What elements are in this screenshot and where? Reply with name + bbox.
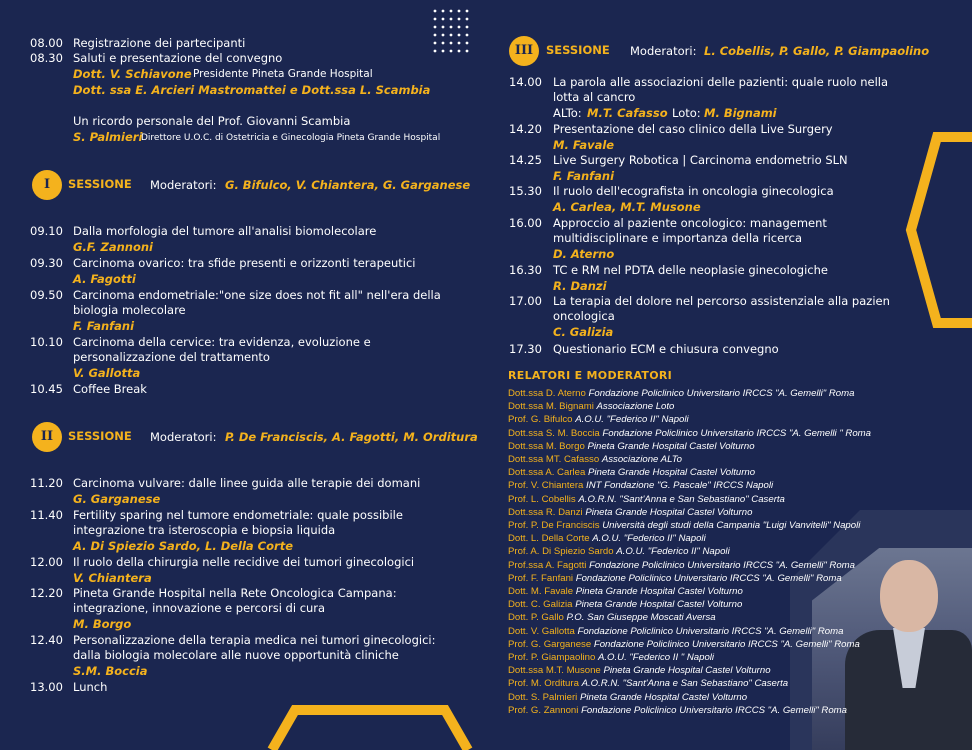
relatore-name: Prof. G. Zannoni (508, 704, 582, 716)
relatore-row (508, 572, 842, 585)
relatore-name: Dott. C. Galizia (508, 599, 576, 611)
item-title: dalla biologia molecolare alle nuove opportunità cliniche (73, 648, 399, 662)
item-time: 15.30 (509, 184, 542, 198)
relatore-name: Dott.ssa A. Carlea (508, 467, 588, 479)
moderators-names: L. Cobellis, P. Gallo, P. Giampaolino (704, 44, 930, 58)
relatore-row (508, 545, 730, 558)
relatore-name: Dott.ssa D. Aterno (508, 388, 589, 399)
relatore-affiliation: Fondazione Policlinico Universitario IRCCS "A. Gemelli" Roma (589, 559, 855, 571)
relatore-name: Dott.ssa M. Bignami (508, 401, 597, 413)
relatore-row (508, 453, 682, 466)
relatore-row (508, 585, 743, 598)
session-label: SESSIONE (546, 43, 610, 57)
relatore-affiliation: A.O.R.N. "Sant'Anna e San Sebastiano" Caserta (581, 678, 789, 690)
relatore-name: Prof. P. De Franciscis (508, 520, 603, 531)
relatore-name: Prof. A. Di Spiezio Sardo (508, 546, 617, 558)
relatore-name: Prof. G. Bifulco (508, 414, 576, 426)
relatore-affiliation: Pineta Grande Hospital Castel Volturno (585, 506, 753, 518)
item-time: 10.10 (30, 335, 63, 349)
relatore-name: Dott. S. Palmieri (508, 691, 580, 703)
item-title: multidisciplinare e importanza della ricerca (553, 231, 803, 245)
relatore-name: Dott.ssa MT. Cafasso (508, 454, 602, 465)
item-time: 14.00 (509, 75, 542, 89)
relatore-row (508, 638, 860, 651)
relatore-row (508, 506, 752, 519)
relatore-name: Prof. V. Chiantera (508, 480, 587, 492)
item-time: 13.00 (30, 680, 63, 694)
item-speaker: A. Carlea, M.T. Musone (553, 200, 701, 214)
relatore-affiliation: Fondazione Policlinico Universitario IRCCS "A. Gemelli" Roma (588, 388, 855, 399)
item-time: 12.20 (30, 586, 63, 600)
relatore-affiliation: Associazione Loto (596, 401, 675, 413)
item-title: Il ruolo dell'ecografista in oncologia ginecologica (553, 184, 834, 198)
relatore-affiliation: Fondazione Policlinico Universitario IRCCS "A. Gemelli" Roma (575, 572, 842, 584)
relatore-row (508, 598, 742, 611)
speaker-role: Presidente Pineta Grande Hospital (193, 68, 373, 80)
relatore-name: Dott.ssa M. Borgo (508, 440, 588, 452)
item-title: Carcinoma della cervice: tra evidenza, evoluzione e (73, 335, 371, 349)
item-time: 16.00 (509, 216, 542, 230)
session-number-badge: I (32, 170, 62, 200)
item-speaker: A. Di Spiezio Sardo, L. Della Corte (73, 539, 293, 553)
item-title: personalizzazione del trattamento (73, 350, 270, 364)
session-number-badge: III (509, 36, 539, 66)
relatore-affiliation: Università degli studi della Campania "Luigi Vanvitelli" Napoli (602, 520, 861, 531)
relatore-affiliation: Pineta Grande Hospital Castel Volturno (603, 665, 771, 677)
moderators-names: G. Bifulco, V. Chiantera, G. Garganese (225, 178, 471, 192)
item-title: oncologica (553, 309, 615, 323)
relatore-name: Dott.ssa R. Danzi (508, 506, 586, 518)
relatore-name: Dott. P. Gallo (508, 612, 567, 624)
item-title: integrazione tra isteroscopia e biopsia liquida (73, 523, 336, 537)
relatore-affiliation: Pineta Grande Hospital Castel Volturno (575, 586, 743, 597)
item-speaker: M. Bignami (704, 106, 777, 120)
relatore-name: Prof. G. Garganese (508, 638, 594, 650)
item-speaker: R. Danzi (553, 279, 607, 293)
relatore-affiliation: A.O.U. "Federico II" Napoli (592, 533, 706, 545)
relatore-row (508, 625, 843, 638)
item-title: Live Surgery Robotica | Carcinoma endometrio SLN (553, 153, 848, 167)
relatore-row (508, 532, 706, 545)
relatore-name: Prof. M. Orditura (508, 678, 582, 690)
item-speaker: F. Fanfani (553, 169, 615, 183)
relatore-row (508, 611, 716, 624)
item-time: 09.30 (30, 256, 63, 270)
item-title: Pineta Grande Hospital nella Rete Oncologica Campana: (73, 586, 397, 600)
item-speaker: A. Fagotti (73, 272, 136, 286)
item-speaker: M. Borgo (73, 617, 132, 631)
item-title: Dalla morfologia del tumore all'analisi biomolecolare (73, 224, 377, 238)
relatore-row (508, 387, 854, 400)
relatore-affiliation: Pineta Grande Hospital Castel Volturno (587, 440, 755, 452)
session-label: SESSIONE (68, 429, 132, 443)
item-title: La parola alle associazioni delle pazienti: quale ruolo nella (553, 75, 889, 89)
item-speaker: G. Garganese (73, 492, 161, 506)
item-speaker: V. Chiantera (73, 571, 152, 585)
item-time: 17.30 (509, 342, 542, 356)
relatore-row (508, 691, 747, 704)
relatore-affiliation: Fondazione Policlinico Universitario IRCCS "A. Gemelli" Roma (577, 625, 844, 637)
ricordo-text: Un ricordo personale del Prof. Giovanni Scambia (73, 114, 351, 128)
item-time: 17.00 (509, 294, 542, 308)
relatore-affiliation: A.O.U. "Federico II" Napoli (616, 546, 730, 558)
speaker-role: Direttore U.O.C. di Ostetricia e Ginecologia Pineta Grande Hospital (141, 133, 441, 143)
item-speaker: M. Favale (553, 138, 615, 152)
relatore-affiliation: Fondazione Policlinico Universitario IRCCS "A. Gemelli" Roma (581, 704, 847, 716)
relatore-row (508, 651, 714, 664)
relatore-affiliation: Fondazione Policlinico Universitario IRCCS "A. Gemelli " Roma (602, 427, 871, 439)
speaker-name: Dott. V. Schiavone (73, 67, 192, 81)
item-speaker: C. Galizia (553, 325, 614, 339)
item-speaker: M.T. Cafasso (587, 106, 668, 120)
moderators-label: Moderatori: (630, 44, 697, 58)
speaker-photo-head (880, 560, 938, 632)
relatore-row (508, 677, 788, 690)
speaker-name: Dott. ssa E. Arcieri Mastromattei e Dott.ssa L. Scambia (73, 83, 431, 97)
item-title: Coffee Break (73, 382, 147, 396)
relatore-row (508, 440, 755, 453)
moderators-label: Moderatori: (150, 178, 217, 192)
alto-label: ALTo: (553, 106, 582, 120)
relatore-name: Dott.ssa M.T. Musone (508, 665, 604, 677)
session-number-badge: II (32, 422, 62, 452)
item-title: Il ruolo della chirurgia nelle recidive dei tumori ginecologici (73, 555, 415, 569)
relatore-affiliation: A.O.U. "Federico II " Napoli (597, 652, 715, 663)
session-label: SESSIONE (68, 177, 132, 191)
relatore-name: Prof.ssa A. Fagotti (508, 559, 590, 571)
relatore-name: Prof. P. Giampaolino (508, 652, 598, 663)
item-title: Lunch (73, 680, 108, 694)
relatore-row (508, 519, 860, 532)
relatore-name: Prof. F. Fanfani (508, 572, 576, 584)
relatore-row (508, 466, 755, 479)
item-title: lotta al cancro (553, 90, 636, 104)
relatore-affiliation: Associazione ALTo (601, 454, 683, 465)
dots-pattern-icon (432, 8, 472, 58)
item-speaker: V. Gallotta (73, 366, 141, 380)
relatore-affiliation: INT Fondazione "G. Pascale" IRCCS Napoli (586, 480, 774, 492)
relatore-affiliation: Pineta Grande Hospital Castel Volturno (579, 691, 748, 703)
relatore-affiliation: A.O.R.N. "Sant'Anna e San Sebastiano" Caserta (578, 493, 785, 505)
item-title: TC e RM nel PDTA delle neoplasie ginecologiche (553, 263, 828, 277)
relatore-name: Dott. V. Gallotta (508, 625, 578, 637)
item-speaker: F. Fanfani (73, 319, 135, 333)
relatore-affiliation: P.O. San Giuseppe Moscati Aversa (566, 612, 716, 624)
relatore-affiliation: Fondazione Policlinico Universitario IRCCS "A. Gemelli" Roma (593, 638, 860, 650)
opening-time: 08.00 (30, 36, 63, 50)
relatore-row (508, 493, 785, 506)
item-time: 12.40 (30, 633, 63, 647)
relatore-affiliation: Pineta Grande Hospital Castel Volturno (587, 467, 756, 479)
relatore-name: Dott.ssa S. M. Boccia (508, 427, 603, 439)
item-speaker: G.F. Zannoni (73, 240, 154, 254)
item-time: 11.40 (30, 508, 63, 522)
opening-text: Registrazione dei partecipanti (73, 36, 246, 50)
item-title: Carcinoma endometriale:"one size does not fit all" nell'era della (73, 288, 441, 302)
relatore-name: Dott. M. Favale (508, 586, 576, 597)
item-time: 16.30 (509, 263, 542, 277)
relatore-row (508, 704, 847, 717)
loto-label: Loto: (672, 106, 701, 120)
item-speaker: D. Aterno (553, 247, 615, 261)
item-time: 10.45 (30, 382, 63, 396)
item-title: La terapia del dolore nel percorso assistenziale alla pazien (553, 294, 890, 308)
item-title: Questionario ECM e chiusura convegno (553, 342, 779, 356)
item-time: 14.20 (509, 122, 542, 136)
item-time: 14.25 (509, 153, 542, 167)
item-title: Carcinoma ovarico: tra sfide presenti e orizzonti terapeutici (73, 256, 416, 270)
opening-text: Saluti e presentazione del convegno (73, 51, 283, 65)
relatore-name: Dott. L. Della Corte (508, 533, 593, 545)
moderators-label: Moderatori: (150, 430, 217, 444)
item-title: Fertility sparing nel tumore endometriale: quale possibile (73, 508, 403, 522)
item-time: 12.00 (30, 555, 63, 569)
item-time: 09.10 (30, 224, 63, 238)
relatore-row (508, 479, 773, 492)
speaker-name: S. Palmieri (73, 130, 143, 144)
relatore-affiliation: Pineta Grande Hospital Castel Volturno (575, 599, 743, 611)
hexagon-outline-bottom-icon (262, 698, 477, 750)
item-time: 11.20 (30, 476, 63, 490)
item-speaker: S.M. Boccia (73, 664, 148, 678)
relatore-name: Prof. L. Cobellis (508, 493, 579, 505)
item-title: integrazione, innovazione e percorsi di cura (73, 601, 326, 615)
item-title: biologia molecolare (73, 303, 186, 317)
item-title: Approccio al paziente oncologico: management (553, 216, 827, 230)
relatore-row (508, 413, 689, 426)
relatore-row (508, 559, 855, 572)
relatori-heading: RELATORI E MODERATORI (508, 369, 673, 382)
relatore-affiliation: A.O.U. "Federico II" Napoli (575, 414, 689, 426)
item-title: Carcinoma vulvare: dalle linee guida alle terapie dei domani (73, 476, 421, 490)
relatore-row (508, 664, 771, 677)
hexagon-outline-right-icon (905, 125, 972, 335)
item-time: 09.50 (30, 288, 63, 302)
item-title: Personalizzazione della terapia medica nei tumori ginecologici: (73, 633, 436, 647)
relatore-row (508, 400, 674, 413)
item-title: Presentazione del caso clinico della Live Surgery (553, 122, 833, 136)
relatore-row (508, 427, 871, 440)
opening-time: 08.30 (30, 51, 63, 65)
moderators-names: P. De Franciscis, A. Fagotti, M. Orditura (225, 430, 478, 444)
